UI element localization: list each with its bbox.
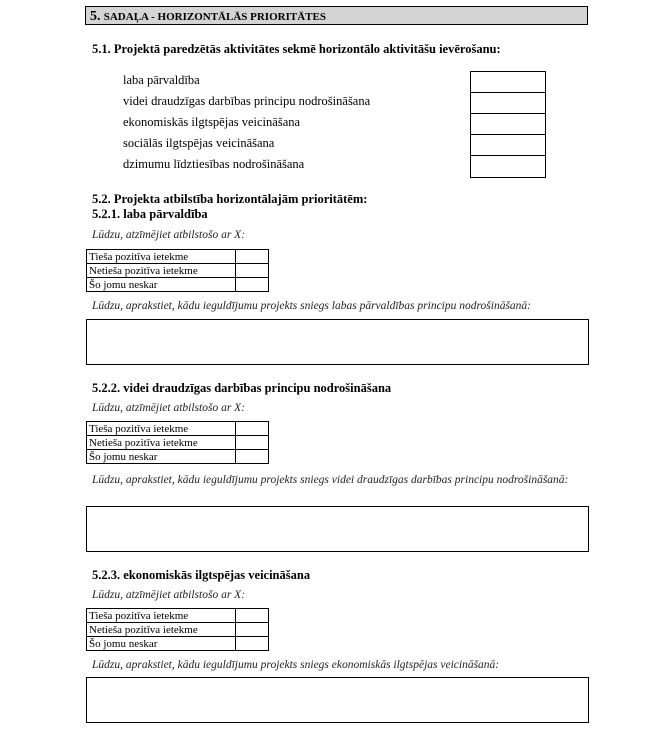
option-mark-cell[interactable]	[236, 436, 269, 450]
heading-5-2-1: 5.2.1. laba pārvaldība	[92, 207, 208, 221]
priority-checkbox-social[interactable]	[471, 135, 545, 156]
priority-label: dzimumu līdztiesības nodrošināšana	[123, 157, 305, 171]
heading-5-2-2: 5.2.2. videi draudzīgas darbības principu nodrošināšana	[92, 381, 392, 395]
option-mark-cell[interactable]	[236, 450, 269, 464]
priority-label: sociālās ilgtspējas veicināšana	[123, 136, 275, 150]
heading-5-2-3: 5.2.3. ekonomiskās ilgtspējas veicināšana	[92, 568, 311, 582]
option-label: Šo jomu neskar	[87, 450, 236, 464]
priority-checkbox-environment[interactable]	[471, 93, 545, 114]
mark-instruction: Lūdzu, atzīmējiet atbilstošo ar X:	[92, 229, 246, 241]
answer-box-economic[interactable]	[86, 677, 589, 723]
option-mark-cell[interactable]	[236, 250, 269, 264]
option-label: Netieša pozitīva ietekme	[87, 264, 236, 278]
mark-instruction: Lūdzu, atzīmējiet atbilstošo ar X:	[92, 589, 246, 601]
answer-box-environment[interactable]	[86, 506, 589, 552]
priority-checkbox-economic[interactable]	[471, 114, 545, 135]
option-label: Tieša pozitīva ietekme	[87, 609, 236, 623]
option-mark-cell[interactable]	[236, 278, 269, 292]
option-label: Tieša pozitīva ietekme	[87, 250, 236, 264]
priority-checkbox-column	[470, 71, 546, 178]
option-label: Šo jomu neskar	[87, 278, 236, 292]
option-mark-cell[interactable]	[236, 637, 269, 651]
mark-instruction: Lūdzu, atzīmējiet atbilstošo ar X:	[92, 402, 246, 414]
option-label: Tieša pozitīva ietekme	[87, 422, 236, 436]
priority-label: laba pārvaldība	[123, 73, 200, 87]
option-label: Šo jomu neskar	[87, 637, 236, 651]
impact-table-economic	[86, 608, 269, 651]
heading-5-1: 5.1. Projektā paredzētās aktivitātes sekmē horizontālo aktivitāšu ievērošanu:	[92, 42, 501, 56]
describe-instruction: Lūdzu, aprakstiet, kādu ieguldījumu projekts sniegs labas pārvaldības principu nodrošināšanā:	[92, 300, 532, 312]
answer-box-good-governance[interactable]	[86, 319, 589, 365]
describe-instruction: Lūdzu, aprakstiet, kādu ieguldījumu projekts sniegs ekonomiskās ilgtspējas veicināšanā:	[92, 659, 500, 671]
section-title: SADAĻA - HORIZONTĀLĀS PRIORITĀTES	[103, 11, 326, 23]
section-number: 5.	[90, 9, 101, 24]
priority-checkbox-good-governance[interactable]	[471, 72, 545, 93]
option-mark-cell[interactable]	[236, 609, 269, 623]
option-mark-cell[interactable]	[236, 623, 269, 637]
option-label: Netieša pozitīva ietekme	[87, 436, 236, 450]
section-header	[85, 6, 588, 25]
priority-label: ekonomiskās ilgtspējas veicināšana	[123, 115, 301, 129]
priority-checkbox-gender[interactable]	[471, 156, 545, 177]
impact-table-environment	[86, 421, 269, 464]
priority-label: videi draudzīgas darbības principu nodrošināšana	[123, 94, 371, 108]
describe-instruction: Lūdzu, aprakstiet, kādu ieguldījumu projekts sniegs videi draudzīgas darbības principu nodrošināšanā:	[92, 474, 569, 486]
option-label: Netieša pozitīva ietekme	[87, 623, 236, 637]
option-mark-cell[interactable]	[236, 264, 269, 278]
impact-table-good-governance	[86, 249, 269, 292]
heading-5-2: 5.2. Projekta atbilstība horizontālajām prioritātēm:	[92, 192, 368, 206]
option-mark-cell[interactable]	[236, 422, 269, 436]
